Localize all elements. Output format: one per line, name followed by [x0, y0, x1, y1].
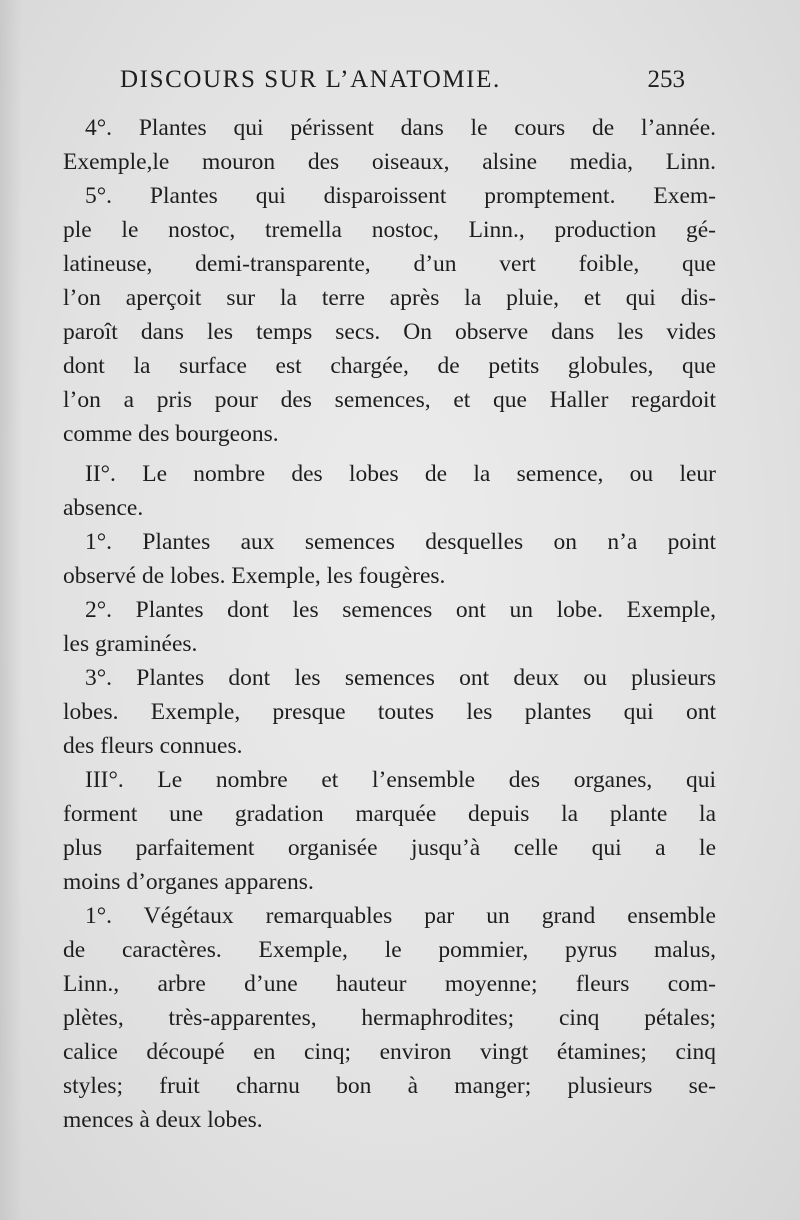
text-line: paroît dans les temps secs. On observe dans les vides — [63, 319, 716, 345]
text-line: lobes. Exemple, presque toutes les plantes qui ont — [63, 699, 716, 725]
text-line: 2°. Plantes dont les semences ont un lobe. Exemple, — [85, 597, 716, 623]
text-line: 1°. Végétaux remarquables par un grand ensemble — [85, 903, 716, 929]
running-head: DISCOURS SUR L’ANATOMIE. — [120, 66, 501, 93]
text-line: absence. — [63, 495, 144, 521]
text-line: calice découpé en cinq; environ vingt étamines; cinq — [63, 1039, 716, 1065]
page-number: 253 — [647, 66, 685, 93]
text-line: plus parfaitement organisée jusqu’à celle qui a le — [63, 835, 716, 861]
text-line: de caractères. Exemple, le pommier, pyrus malus, — [63, 937, 716, 963]
text-line: l’on a pris pour des semences, et que Haller regardoit — [63, 387, 716, 413]
text-line: 5°. Plantes qui disparoissent promptement. Exem- — [85, 183, 716, 209]
text-line: comme des bourgeons. — [63, 421, 279, 447]
page-gutter-shadow — [0, 0, 22, 1220]
text-line: 4°. Plantes qui périssent dans le cours de l’année. — [85, 115, 716, 141]
body-text — [63, 111, 716, 1137]
text-line: Linn., arbre d’une hauteur moyenne; fleurs com- — [63, 971, 716, 997]
text-line: l’on aperçoit sur la terre après la pluie, et qui dis- — [63, 285, 716, 311]
text-line: III°. Le nombre et l’ensemble des organes, qui — [85, 767, 716, 793]
page-header — [120, 66, 685, 106]
text-line: II°. Le nombre des lobes de la semence, ou leur — [85, 461, 716, 487]
text-line: 3°. Plantes dont les semences ont deux ou plusieurs — [85, 665, 716, 691]
text-line: mences à deux lobes. — [63, 1107, 263, 1133]
text-line: des fleurs connues. — [63, 733, 243, 759]
text-line: dont la surface est chargée, de petits globules, que — [63, 353, 716, 379]
text-line: observé de lobes. Exemple, les fougères. — [63, 563, 446, 589]
text-line: les graminées. — [63, 631, 198, 657]
text-line: moins d’organes apparens. — [63, 869, 314, 895]
text-line: styles; fruit charnu bon à manger; plusieurs se- — [63, 1073, 716, 1099]
text-line: latineuse, demi-transparente, d’un vert foible, que — [63, 251, 716, 277]
text-line: forment une gradation marquée depuis la plante la — [63, 801, 716, 827]
text-line: 1°. Plantes aux semences desquelles on n’a point — [85, 529, 716, 555]
text-line: Exemple,le mouron des oiseaux, alsine media, Linn. — [63, 149, 716, 175]
text-line: ple le nostoc, tremella nostoc, Linn., production gé- — [63, 217, 716, 243]
text-line: plètes, très-apparentes, hermaphrodites; cinq pétales; — [63, 1005, 716, 1031]
